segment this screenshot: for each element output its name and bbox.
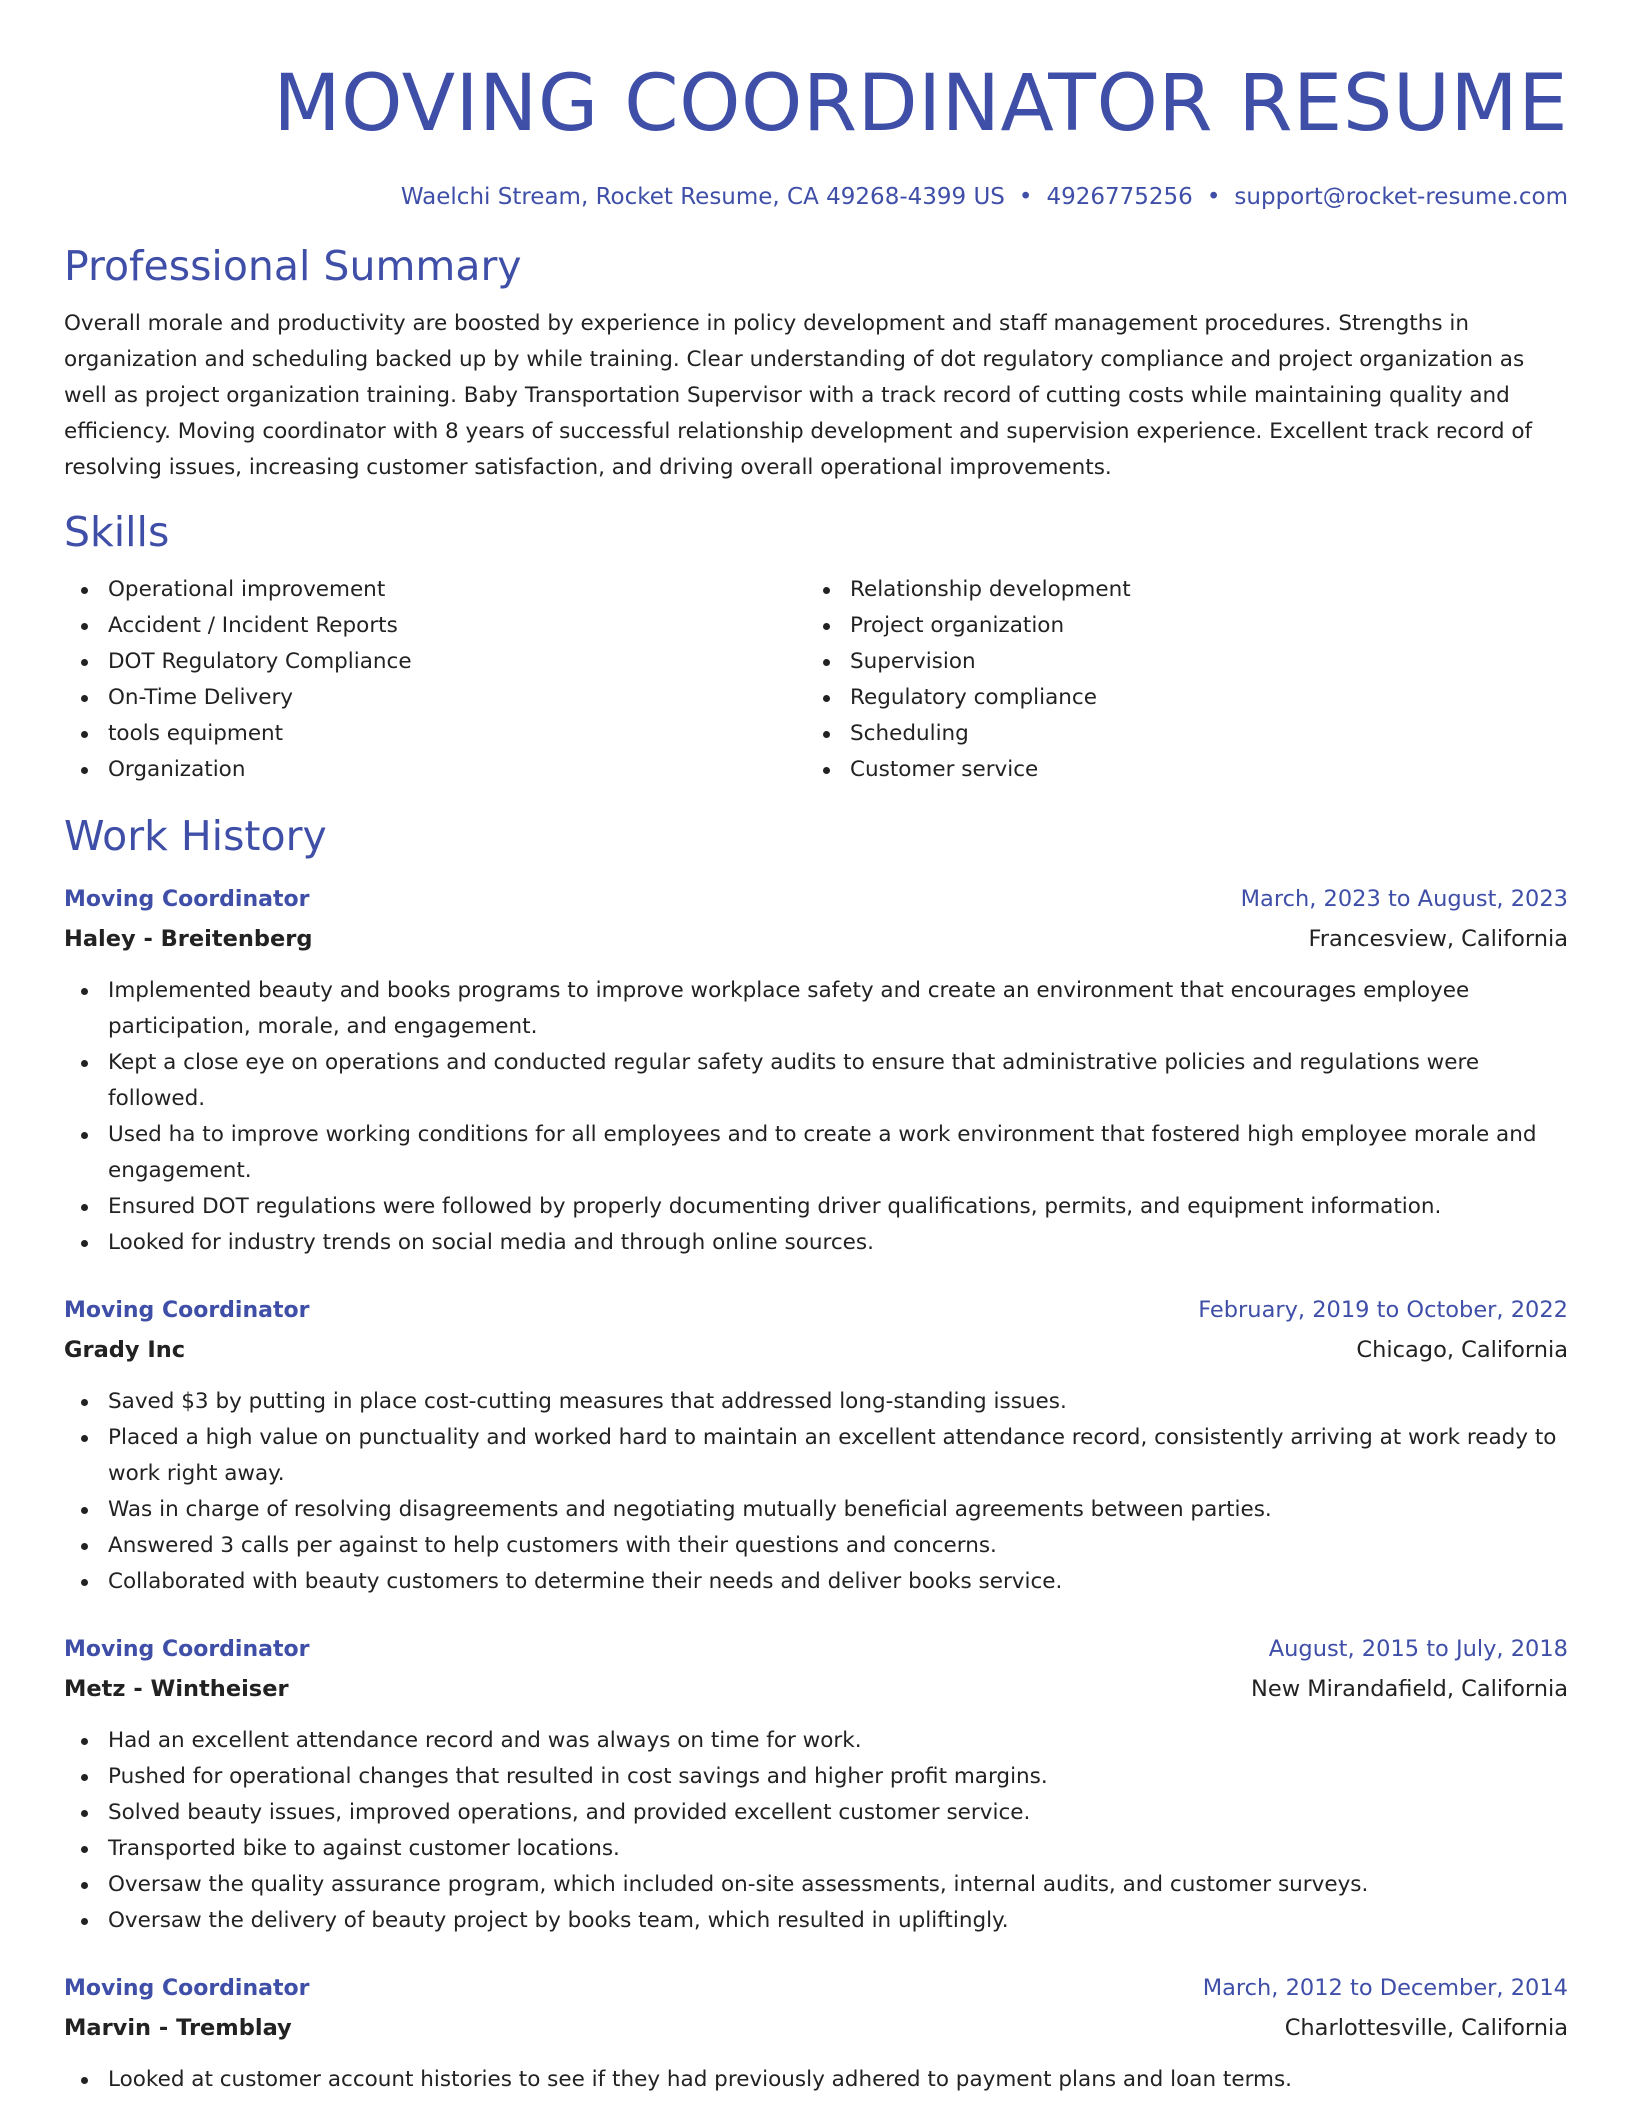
job-dates: March, 2012 to December, 2014 [1202, 1975, 1568, 2001]
summary-text: Overall morale and productivity are boosted by experience in policy development and staff management procedures. Strengths in organization and scheduling backed up by while training. Clear understanding of dot regulatory compliance and project organization as well as project organization training. Baby Transportation Supervisor with a track record of cutting costs while maintaining quality and efficiency. Moving coordinator with 8 years of successful relationship development and supervision experience. Excellent track record of resolving issues, increasing customer satisfaction, and driving overall operational improvements. [64, 311, 1533, 480]
job-bullet: Oversaw the quality assurance program, which included on-site assessments, internal audits, and customer surveys. [64, 1867, 1568, 1903]
skill-item: Scheduling [806, 716, 1548, 752]
job-company-row [64, 1330, 1568, 1370]
skill-item: Supervision [806, 644, 1548, 680]
professional-summary-section [64, 240, 1568, 486]
skill-item: tools equipment [64, 716, 806, 752]
skill-item: Accident / Incident Reports [64, 608, 806, 644]
job-bullets [64, 2062, 1568, 2098]
section-heading-skills: Skills [64, 508, 170, 556]
contact-address: Waelchi Stream, Rocket Resume, CA 49268-4399 US [400, 184, 1005, 210]
job-company-row [64, 2008, 1568, 2048]
job-bullet: Implemented beauty and books programs to improve workplace safety and create an environment that encourages employee participation, morale, and engagement. [64, 973, 1568, 1045]
job-bullet: Pushed for operational changes that resulted in cost savings and higher profit margins. [64, 1759, 1568, 1795]
skills-column-left [64, 572, 806, 788]
job-location: Francesview, California [1308, 926, 1568, 952]
job-company: Grady Inc [64, 1337, 186, 1363]
skill-item: Customer service [806, 752, 1548, 788]
job-header-row [64, 1630, 1568, 1669]
job-bullet: Collaborated with beauty customers to determine their needs and deliver books service. [64, 1564, 1568, 1600]
job-entry [64, 1291, 1568, 1600]
skill-item: Operational improvement [64, 572, 806, 608]
job-dates: August, 2015 to July, 2018 [1268, 1636, 1568, 1662]
contact-phone: 4926775256 [1046, 184, 1193, 210]
job-bullet: Saved $3 by putting in place cost-cutting measures that addressed long-standing issues. [64, 1384, 1568, 1420]
job-company: Haley - Breitenberg [64, 926, 313, 952]
section-heading-work-history: Work History [64, 812, 327, 860]
skill-item: On-Time Delivery [64, 680, 806, 716]
contact-separator: • [1018, 184, 1033, 210]
job-bullet: Answered 3 calls per against to help customers with their questions and concerns. [64, 1528, 1568, 1564]
skills-section [64, 506, 1568, 788]
skill-item: Organization [64, 752, 806, 788]
job-company: Metz - Wintheiser [64, 1676, 289, 1702]
job-title: Moving Coordinator [64, 1637, 310, 1662]
job-bullet: Was in charge of resolving disagreements and negotiating mutually beneficial agreements between parties. [64, 1492, 1568, 1528]
job-dates: February, 2019 to October, 2022 [1198, 1297, 1568, 1323]
job-bullet: Solved beauty issues, improved operations, and provided excellent customer service. [64, 1795, 1568, 1831]
skill-item: Project organization [806, 608, 1548, 644]
job-company: Marvin - Tremblay [64, 2015, 292, 2041]
contact-separator: • [1206, 184, 1221, 210]
skill-item: Relationship development [806, 572, 1548, 608]
job-bullet: Looked for industry trends on social media and through online sources. [64, 1225, 1568, 1261]
job-bullet: Transported bike to against customer locations. [64, 1831, 1568, 1867]
section-heading-summary: Professional Summary [64, 242, 522, 290]
job-bullet: Oversaw the delivery of beauty project by books team, which resulted in upliftingly. [64, 1903, 1568, 1939]
resume-page [64, 0, 1568, 2098]
skills-column-right [806, 572, 1548, 788]
resume-title: MOVING COORDINATOR RESUME [273, 59, 1568, 149]
job-title: Moving Coordinator [64, 1298, 310, 1323]
job-header-row [64, 1969, 1568, 2008]
job-dates: March, 2023 to August, 2023 [1240, 886, 1568, 912]
job-bullet: Looked at customer account histories to see if they had previously adhered to payment plans and loan terms. [64, 2062, 1568, 2098]
job-bullet: Used ha to improve working conditions for all employees and to create a work environment that fostered high employee morale and engagement. [64, 1117, 1568, 1189]
job-entry [64, 1969, 1568, 2098]
job-bullet: Kept a close eye on operations and conducted regular safety audits to ensure that administrative policies and regulations were followed. [64, 1045, 1568, 1117]
job-header-row [64, 880, 1568, 919]
skill-item: Regulatory compliance [806, 680, 1548, 716]
contact-email: support@rocket-resume.com [1234, 184, 1568, 210]
job-bullet: Ensured DOT regulations were followed by properly documenting driver qualifications, permits, and equipment information. [64, 1189, 1568, 1225]
job-company-row [64, 1669, 1568, 1709]
job-bullets [64, 973, 1568, 1261]
job-bullet: Had an excellent attendance record and was always on time for work. [64, 1723, 1568, 1759]
work-history-section [64, 810, 1568, 2098]
contact-line [64, 182, 1568, 212]
job-company-row [64, 919, 1568, 959]
job-location: New Mirandafield, California [1251, 1676, 1568, 1702]
job-location: Chicago, California [1356, 1337, 1568, 1363]
job-title: Moving Coordinator [64, 887, 310, 912]
job-bullets [64, 1384, 1568, 1600]
job-location: Charlottesville, California [1284, 2015, 1568, 2041]
skill-item: DOT Regulatory Compliance [64, 644, 806, 680]
job-bullets [64, 1723, 1568, 1939]
job-entry [64, 880, 1568, 1261]
job-bullet: Placed a high value on punctuality and worked hard to maintain an excellent attendance record, consistently arriving at work ready to work right away. [64, 1420, 1568, 1492]
job-header-row [64, 1291, 1568, 1330]
job-entry [64, 1630, 1568, 1939]
job-title: Moving Coordinator [64, 1976, 310, 2001]
skills-grid [64, 572, 1568, 788]
